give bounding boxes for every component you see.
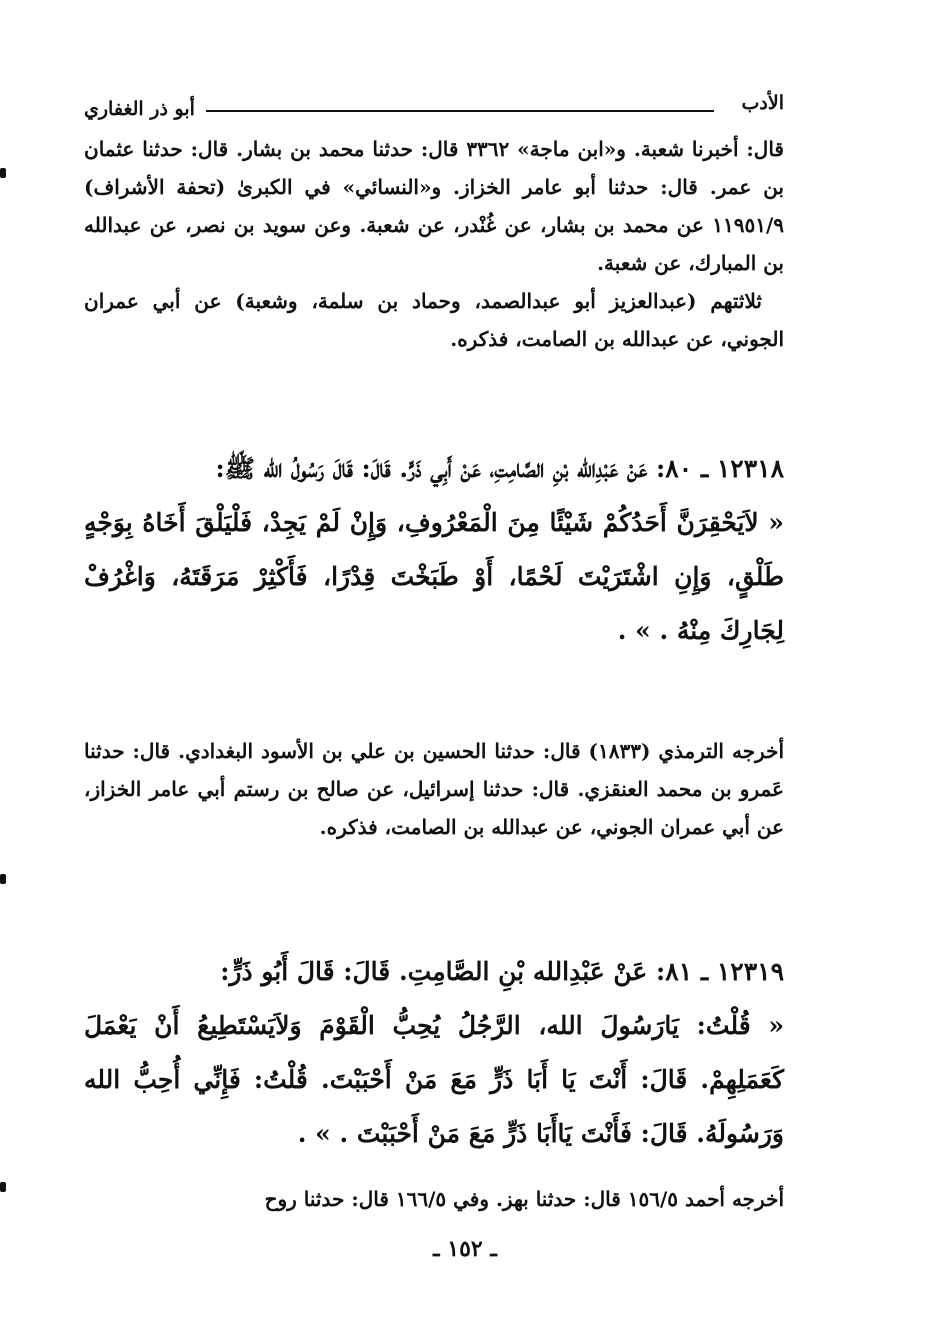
footnote-paragraph: ثلاثتهم (عبدالعزيز أبو عبدالصمد، وحماد بن سلمة، وشعبة) عن أبي عمران الجوني، عن عبدالله بن الصامت، فذكره. [84, 289, 784, 351]
footnote-block-top [84, 130, 784, 358]
scan-edge-mark [0, 1182, 6, 1192]
book-title: أبو ذر الغفاري [84, 98, 195, 120]
page-number: ـ ١٥٢ ـ [433, 1236, 497, 1262]
takhrij-paragraph: أخرجه الترمذي (١٨٣٣) قال: حدثنا الحسين بن علي بن الأسود البغدادي. قال: حدثنا عَمرو بن محمد العنقزي. قال: حدثنا إسرائيل، عن صالح بن رستم أبي عامر الخزاز، عن أبي عمران الجوني، عن عبدالله بن الصامت، فذكره. [84, 739, 785, 839]
chapter-title: الأدب [741, 92, 784, 114]
hadith-heading: ١٢٣١٩ ـ ٨١: عَنْ عَبْدِالله بْنِ الصَّامِتِ. قَالَ: قَالَ أَبُو ذَرٍّ: [220, 957, 784, 986]
hadith-text: « لاَيَحْقِرَنَّ أَحَدُكُمْ شَيْئًا مِنَ الْمَعْرُوفِ، وَإِنْ لَمْ يَجِدْ، فَلْيَلْقَ أَخَاهُ بِوَجْهٍ طَلْقٍ، وَإِنِ اشْتَرَيْتَ لَحْمًا، أَوْ طَبَخْتَ قِدْرًا، فَأَكْثِرْ مَرَقَتَهُ، وَاغْرُفْ لِجَارِكَ مِنْهُ . » . [84, 508, 784, 645]
takhrij-block [84, 732, 784, 846]
scan-edge-mark [0, 874, 6, 884]
takhrij-paragraph: أخرجه أحمد ١٥٦/٥ قال: حدثنا بهز. وفي ١٦٦/٥ قال: حدثنا روح [264, 1187, 784, 1211]
scan-edge-mark [0, 168, 6, 178]
footnote-paragraph: قال: أخبرنا شعبة. و«ابن ماجة» ٣٣٦٢ قال: حدثنا محمد بن بشار. قال: حدثنا عثمان بن عمر. قال: حدثنا أبو عامر الخزاز. و«النسائي» في الكبرىٰ (تحفة الأشراف) ١١٩٥١/٩ عن محمد بن بشار، عن غُنْدر، عن شعبة. وعن سويد بن نصر، عن عبدالله بن المبارك، عن شعبة. [84, 137, 784, 275]
hadith-12319 [84, 945, 784, 1161]
hadith-heading: ١٢٣١٨ ـ ٨٠: عَنْ عَبْدِالله بْنِ الصَّامِتِ، عَنْ أَبِي ذَرٍّ. قَالَ: قَالَ رَسُولُ الله ﷺ: [215, 454, 784, 483]
hadith-12318 [84, 442, 784, 658]
takhrij-block-bottom [84, 1180, 784, 1218]
hadith-text: « قُلْتُ: يَارَسُولَ الله، الرَّجُلُ يُحِبُّ الْقَوْمَ وَلاَيَسْتَطِيعُ أَنْ يَعْمَلَ كَعَمَلِهِمْ. قَالَ: أَنْتَ يَا أَبَا ذَرٍّ مَعَ مَنْ أَحْبَبْتَ. قُلْتُ: فَإِنِّي أُحِبُّ الله وَرَسُولَهُ. قَالَ: فَأَنْتَ يَاأَبَا ذَرٍّ مَعَ مَنْ أَحْبَبْتَ . » . [84, 1011, 784, 1148]
running-head [84, 92, 784, 122]
header-rule [206, 110, 714, 112]
